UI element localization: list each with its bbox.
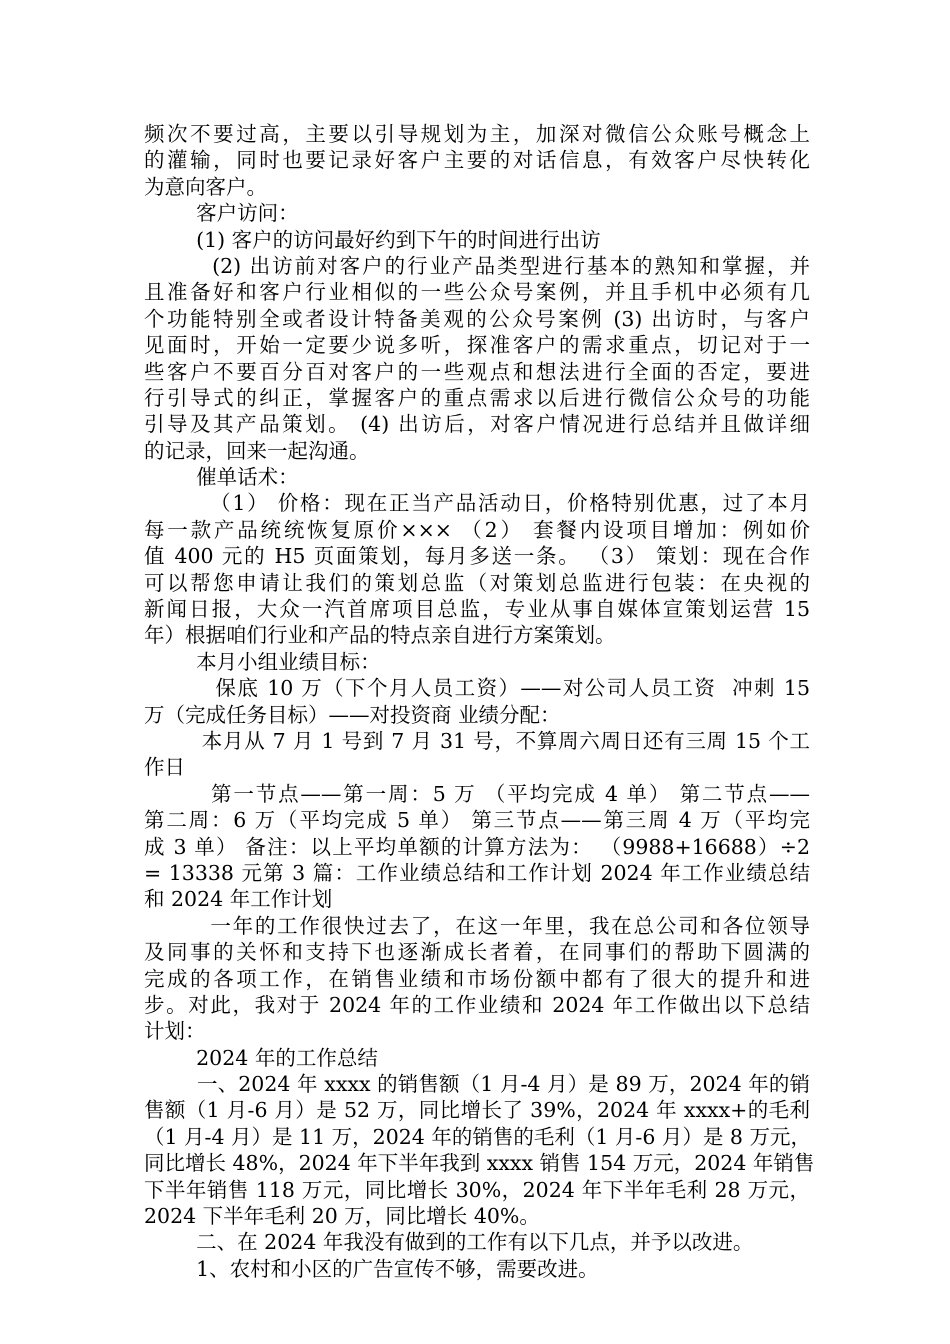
text-line: 一年的工作很快过去了，在这一年里，我在总公司和各位领导 — [144, 913, 810, 938]
text-line: 见面时，开始一定要少说多听，探准客户的需求重点，切记对于一 — [144, 333, 810, 358]
text-line: 行引导式的纠正，掌握客户的重点需求以后进行微信公众号的功能 — [144, 385, 810, 410]
text-line: 的记录，回来一起沟通。 — [144, 438, 370, 463]
text-line: 二、在 2024 年我没有做到的工作有以下几点，并予以改进。 — [144, 1230, 754, 1255]
text-line: 客户访问： — [144, 201, 299, 226]
text-line: 可以帮您申请让我们的策划总监（对策划总监进行包装：在央视的 — [144, 570, 810, 595]
text-line: 个功能特别全或者设计特备美观的公众号案例 (3) 出访时，与客户 — [144, 306, 810, 331]
text-line: (2) 出访前对客户的行业产品类型进行基本的熟知和掌握，并 — [144, 253, 810, 278]
text-line: 本月小组业绩目标： — [144, 649, 381, 674]
text-line: 步。对此，我对于 2024 年的工作业绩和 2024 年工作做出以下总结 — [144, 992, 810, 1017]
text-line: 频次不要过高，主要以引导规划为主，加深对微信公众账号概念上 — [144, 122, 810, 146]
text-line: （1） 价格：现在正当产品活动日，价格特别优惠，过了本月 — [144, 491, 810, 516]
text-line: 2024 年的工作总结 — [144, 1045, 378, 1070]
text-line: 第二周：6 万（平均完成 5 单） 第三节点——第三周 4 万（平均完 — [144, 808, 810, 833]
text-line: 新闻日报，大众一汽首席项目总监，专业从事自媒体宣策划运营 15 — [144, 597, 810, 622]
text-line: 下半年销售 118 万元，同比增长 30%，2024 年下半年毛利 28 万元， — [144, 1177, 810, 1202]
text-line: 一、2024 年 xxxx 的销售额（1 月-4 月）是 89 万，2024 年的销 — [144, 1072, 810, 1097]
text-line: 成 3 单） 备注：以上平均单额的计算方法为： （9988+16688）÷2 — [144, 834, 810, 859]
text-line: = 13338 元第 3 篇：工作业绩总结和工作计划 2024 年工作业绩总结 — [144, 860, 810, 885]
text-line: 1、农村和小区的广告宣传不够，需要改进。 — [144, 1256, 599, 1281]
text-line: （1 月-4 月）是 11 万，2024 年的销售的毛利（1 月-6 月）是 8 万元， — [144, 1124, 811, 1149]
text-line: 2024 下半年毛利 20 万，同比增长 40%。 — [144, 1204, 540, 1229]
text-line: 万（完成任务目标）——对投资商 业绩分配： — [144, 702, 561, 727]
text-line: 保底 10 万（下个月人员工资）——对公司人员工资 冲刺 15 — [144, 676, 810, 701]
text-line: 值 400 元的 H5 页面策划，每月多送一条。 （3） 策划：现在合作 — [144, 544, 810, 569]
text-line: 些客户不要百分百对客户的一些观点和想法进行全面的否定，要进 — [144, 359, 810, 384]
text-line: (1) 客户的访问最好约到下午的时间进行出访 — [144, 227, 601, 252]
text-line: 催单话术： — [144, 465, 299, 490]
text-line: 的灌输，同时也要记录好客户主要的对话信息，有效客户尽快转化 — [144, 148, 810, 173]
text-line: 第一节点——第一周：5 万 （平均完成 4 单） 第二节点—— — [144, 781, 810, 806]
text-line: 计划： — [144, 1019, 206, 1044]
text-line: 及同事的关怀和支持下也逐渐成长者着，在同事们的帮助下圆满的 — [144, 940, 810, 965]
text-line: 作日 — [144, 755, 185, 780]
text-line: 每一款产品统统恢复原价××× （2） 套餐内设项目增加：例如价 — [144, 517, 810, 542]
text-line: 完成的各项工作，在销售业绩和市场份额中都有了很大的提升和进 — [144, 966, 810, 991]
document-page — [144, 121, 815, 1282]
text-line: 和 2024 年工作计划 — [144, 887, 333, 912]
text-line: 同比增长 48%，2024 年下半年我到 xxxx 销售 154 万元，2024 年销售 — [144, 1151, 815, 1176]
text-line: 售额（1 月-6 月）是 52 万，同比增长了 39%，2024 年 xxxx+的毛利 — [144, 1098, 810, 1123]
text-line: 年）根据咱们行业和产品的特点亲自进行方案策划。 — [144, 623, 616, 648]
text-line: 为意向客户。 — [144, 174, 267, 199]
text-line: 且准备好和客户行业相似的一些公众号案例，并且手机中必须有几 — [144, 280, 810, 305]
text-line: 引导及其产品策划。 (4) 出访后，对客户情况进行总结并且做详细 — [144, 412, 810, 437]
text-line: 本月从 7 月 1 号到 7 月 31 号，不算周六周日还有三周 15 个工 — [144, 728, 810, 753]
